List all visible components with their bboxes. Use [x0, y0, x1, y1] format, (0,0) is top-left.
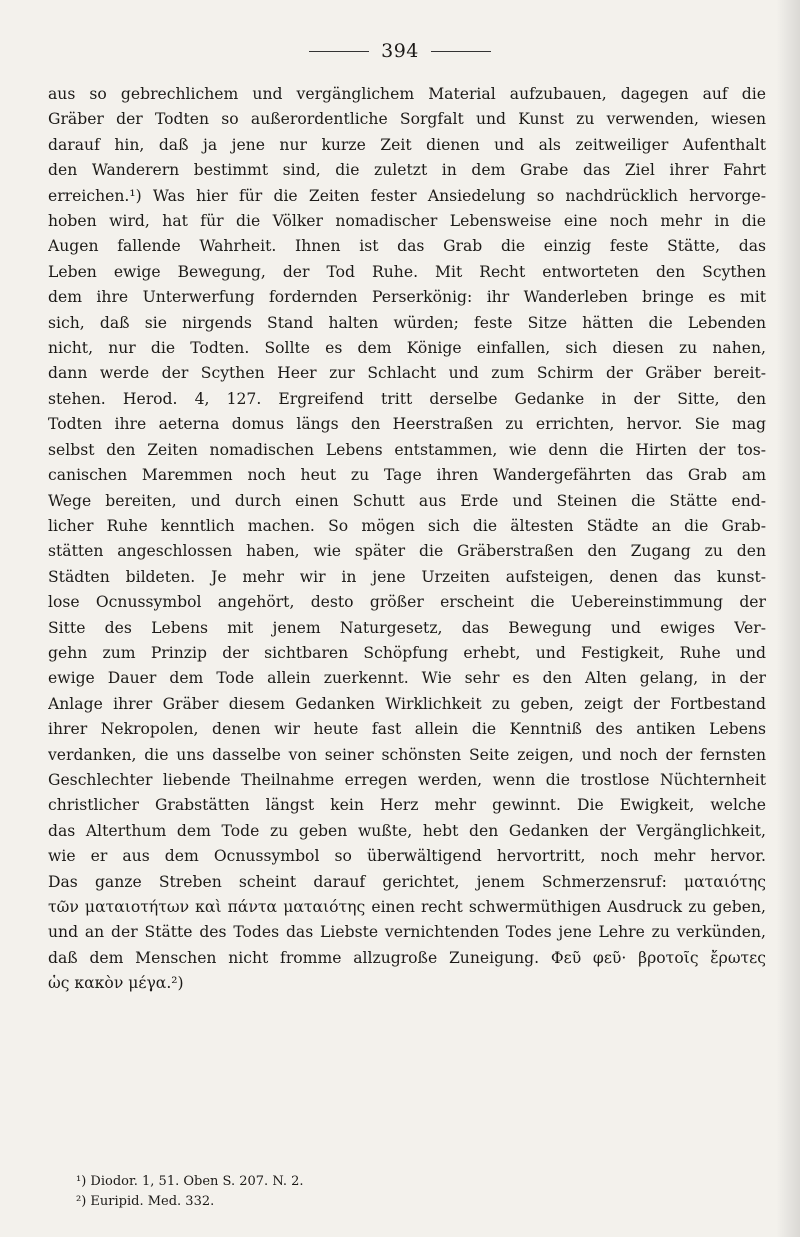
page-edge-shadow — [776, 0, 800, 1237]
header-rule-left — [309, 51, 369, 52]
page-header — [0, 40, 800, 62]
footnote: ²) Euripid. Med. 332. — [76, 1194, 215, 1209]
text-line: sich, daß sie nirgends Stand halten würden; feste Sitze hätten die Lebenden — [48, 313, 766, 332]
text-line: ὡς κακὸν μέγα.²) — [48, 974, 184, 993]
text-line: lose Ocnussymbol angehört, desto größer erscheint die Uebereinstimmung der — [48, 593, 766, 612]
text-line: christlicher Grabstätten längst kein Herz mehr gewinnt. Die Ewigkeit, welche — [48, 796, 766, 815]
text-line: gehn zum Prinzip der sichtbaren Schöpfung erhebt, und Festigkeit, Ruhe und — [48, 643, 766, 662]
text-line: stätten angeschlossen haben, wie später die Gräberstraßen den Zugang zu den — [48, 542, 766, 561]
text-line: ewige Dauer dem Tode allein zuerkennt. Wie sehr es den Alten gelang, in der — [48, 669, 766, 688]
text-line: Städten bildeten. Je mehr wir in jene Urzeiten aufsteigen, denen das kunst- — [48, 567, 766, 586]
text-line: darauf hin, daß ja jene nur kurze Zeit dienen und als zeitweiliger Aufenthalt — [48, 135, 766, 154]
body-text — [48, 82, 766, 997]
page-number: 394 — [381, 40, 419, 62]
header-rule-right — [431, 51, 491, 52]
text-line: Wege bereiten, und durch einen Schutt aus Erde und Steinen die Stätte end- — [48, 491, 766, 510]
text-line: verdanken, die uns dasselbe von seiner schönsten Seite zeigen, und noch der fernsten — [48, 745, 766, 764]
text-line: den Wanderern bestimmt sind, die zuletzt in dem Grabe das Ziel ihrer Fahrt — [48, 161, 766, 180]
text-line: erreichen.¹) Was hier für die Zeiten fester Ansiedelung so nachdrücklich hervorge- — [48, 186, 766, 205]
footnote: ¹) Diodor. 1, 51. Oben S. 207. N. 2. — [76, 1174, 304, 1189]
text-line: dann werde der Scythen Heer zur Schlacht und zum Schirm der Gräber bereit- — [48, 364, 766, 383]
text-line: Augen fallende Wahrheit. Ihnen ist das Grab die einzig feste Stätte, das — [48, 237, 766, 256]
text-line: Gräber der Todten so außerordentliche Sorgfalt und Kunst zu verwenden, wiesen — [48, 110, 766, 129]
text-line: hoben wird, hat für die Völker nomadischer Lebensweise eine noch mehr in die — [48, 212, 766, 231]
text-line: daß dem Menschen nicht fromme allzugroße Zuneigung. Φεῦ φεῦ· βροτοῖς ἔρωτες — [48, 948, 766, 967]
text-line: Das ganze Streben scheint darauf gerichtet, jenem Schmerzensruf: ματαιότης — [48, 872, 766, 891]
footnotes — [76, 1172, 756, 1212]
text-line: Sitte des Lebens mit jenem Naturgesetz, das Bewegung und ewiges Ver- — [48, 618, 766, 637]
text-line: wie er aus dem Ocnussymbol so überwältigend hervortritt, noch mehr hervor. — [48, 847, 766, 866]
text-line: das Alterthum dem Tode zu geben wußte, hebt den Gedanken der Vergänglichkeit, — [48, 821, 766, 840]
text-line: ihrer Nekropolen, denen wir heute fast allein die Kenntniß des antiken Lebens — [48, 720, 766, 739]
text-line: nicht, nur die Todten. Sollte es dem Könige einfallen, sich diesen zu nahen, — [48, 339, 766, 358]
text-line: selbst den Zeiten nomadischen Lebens entstammen, wie denn die Hirten der tos- — [48, 440, 766, 459]
text-line: aus so gebrechlichem und vergänglichem Material aufzubauen, dagegen auf die — [48, 85, 766, 103]
text-line: licher Ruhe kenntlich machen. So mögen sich die ältesten Städte an die Grab- — [48, 516, 766, 535]
text-line: Leben ewige Bewegung, der Tod Ruhe. Mit Recht entworteten den Scythen — [48, 262, 766, 281]
text-line: dem ihre Unterwerfung fordernden Perserkönig: ihr Wanderleben bringe es mit — [48, 288, 766, 307]
text-line: τῶν ματαιοτήτων καὶ πάντα ματαιότης einen recht schwermüthigen Ausdruck zu geben, — [48, 898, 766, 916]
text-line: Geschlechter liebende Theilnahme erregen werden, wenn die trostlose Nüchternheit — [48, 770, 766, 789]
text-line: und an der Stätte des Todes das Liebste vernichtenden Todes jene Lehre zu verkünden, — [48, 923, 766, 942]
text-line: Anlage ihrer Gräber diesem Gedanken Wirklichkeit zu geben, zeigt der Fortbestand — [48, 694, 766, 713]
text-line: canischen Maremmen noch heut zu Tage ihren Wandergefährten das Grab am — [48, 466, 766, 485]
text-line: stehen. Herod. 4, 127. Ergreifend tritt derselbe Gedanke in der Sitte, den — [48, 389, 766, 408]
text-line: Todten ihre aeterna domus längs den Heerstraßen zu errichten, hervor. Sie mag — [48, 415, 766, 434]
